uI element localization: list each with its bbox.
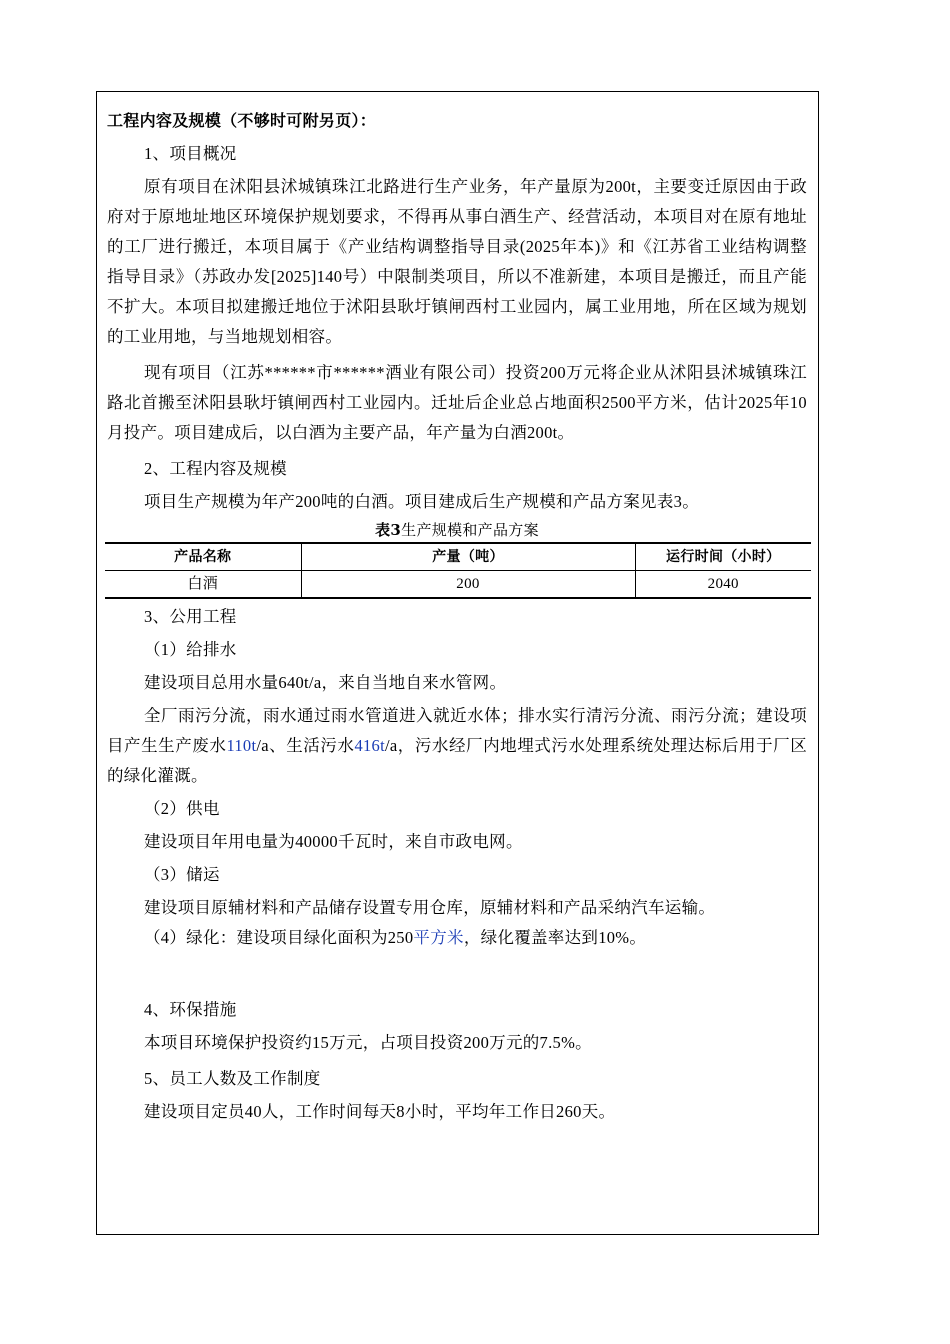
table-row [105, 571, 811, 599]
table-caption [107, 519, 807, 542]
project-overview-para1: 原有项目在沭阳县沭城镇珠江北路进行生产业务，年产量原为200t，主要变迁原因由于政府对于原地址地区环境保护规划要求，不得再从事白酒生产、经营活动，本项目对在原有地址的工厂进行搬迁，本项目属于《产业结构调整指导目录(2025年本)》和《江苏省工业结构调整指导目录》（苏政办发[2025]140号）中限制类项目，所以不准新建，本项目是搬迁，而且产能不扩大。本项目拟建搬迁地位于沭阳县耿圩镇闸西村工业园内，属工业用地，所在区域为规划的工业用地，与当地规划相容。 [107, 177, 807, 346]
table-cell: 200 [301, 571, 635, 599]
power-line: 建设项目年用电量为40000千瓦时，来自市政电网。 [144, 832, 523, 851]
storage-line: 建设项目原辅材料和产品储存设置专用仓库，原辅材料和产品采纳汽车运输。 [144, 898, 716, 917]
table-header-cell: 产量（吨） [301, 543, 635, 571]
table-cell: 白酒 [105, 571, 301, 599]
production-table [105, 542, 811, 599]
water-usage-line: 建设项目总用水量640t/a，来自当地自来水管网。 [144, 673, 507, 692]
drainage-text: /a，污水经厂内地埋式污水处理系统处理达标后用于厂区的绿化灌溉。 [107, 736, 807, 785]
greening-line [107, 923, 807, 953]
project-overview-para2: 现有项目（江苏******市******酒业有限公司）投资200万元将企业从沭阳县沭城镇珠江路北首搬至沭阳县耿圩镇闸西村工业园内。迁址后企业总占地面积2500平方米，估计2025年10月投产。项目建成后，以白酒为主要产品，年产量为白酒200t。 [107, 363, 807, 442]
document-body [107, 106, 807, 1127]
wastewater-value: 110t [226, 736, 257, 755]
section-title: 工程内容及规模（不够时可附另页）： [107, 111, 377, 130]
greening-text: （4）绿化：建设项目绿化面积为250 [144, 928, 414, 947]
table-caption-text: 生产规模和产品方案 [401, 523, 539, 539]
scope-para: 项目生产规模为年产200吨的白酒。项目建成后生产规模和产品方案见表3。 [144, 492, 699, 511]
table-cell: 2040 [635, 571, 811, 599]
utilities-heading: 3、公用工程 [144, 607, 237, 626]
staff-line: 建设项目定员40人，工作时间每天8小时，平均年工作日260天。 [144, 1102, 616, 1121]
env-heading: 4、环保措施 [144, 1000, 237, 1019]
scope-heading: 2、工程内容及规模 [144, 459, 287, 478]
project-overview-heading: 1、项目概况 [144, 144, 237, 163]
drainage-para [107, 701, 807, 791]
env-line: 本项目环境保护投资约15万元，占项目投资200万元的7.5%。 [144, 1033, 592, 1052]
table-caption-number: 表3 [375, 521, 402, 539]
form-frame [96, 91, 819, 1235]
water-heading: （1）给排水 [144, 640, 237, 659]
greening-unit: 平方米 [413, 928, 464, 947]
table-header-row [105, 543, 811, 571]
storage-heading: （3）储运 [144, 865, 220, 884]
spacer [107, 953, 807, 995]
table-header-cell: 产品名称 [105, 543, 301, 571]
greening-text: ，绿化覆盖率达到10%。 [463, 928, 647, 947]
power-heading: （2）供电 [144, 799, 220, 818]
table-header-cell: 运行时间（小时） [635, 543, 811, 571]
sewage-value: 416t [354, 736, 385, 755]
drainage-text: 全厂雨污分流，雨水通过雨水管道进入就近水体；排水实行清污分流、雨污分流；建设项目产生生产废水 [107, 706, 807, 755]
drainage-text: /a、生活污水 [256, 736, 355, 755]
staff-heading: 5、员工人数及工作制度 [144, 1069, 321, 1088]
